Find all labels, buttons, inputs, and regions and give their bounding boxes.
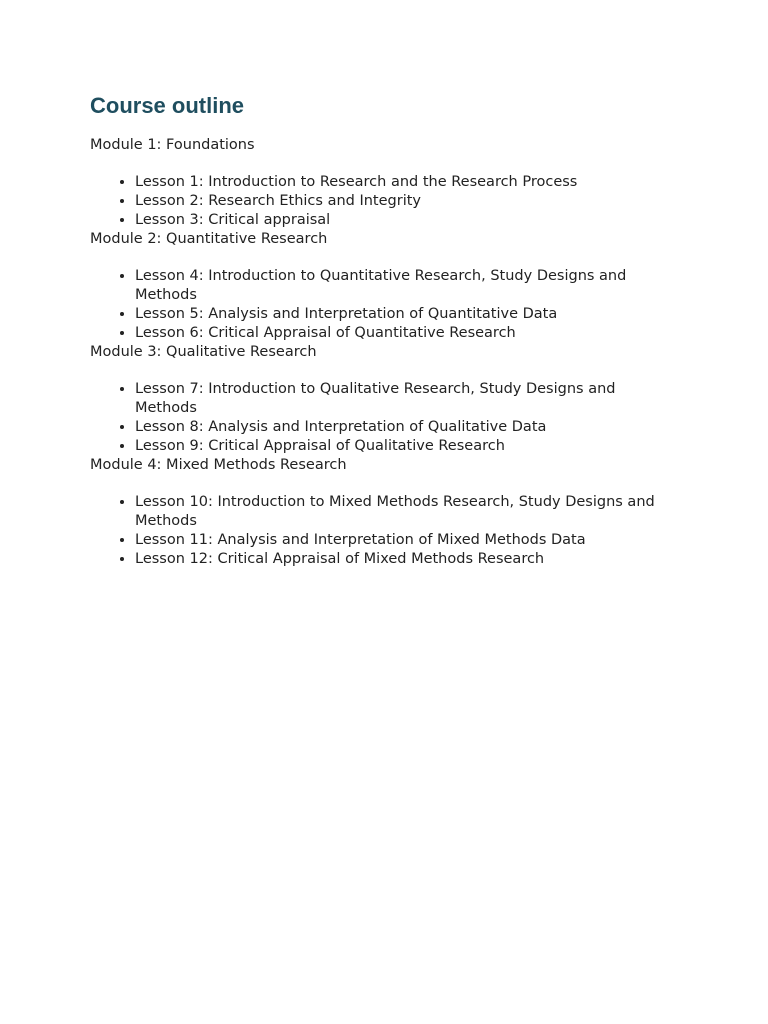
module-title: Module 3: Qualitative Research — [90, 344, 317, 360]
lesson-item: • Lesson 1: Introduction to Research and the Research Process — [135, 173, 670, 192]
lesson-item: • Lesson 7: Introduction to Qualitative Research, Study Designs and Methods — [135, 380, 670, 418]
course-outline-page — [90, 92, 670, 569]
module-2 — [90, 230, 670, 343]
lesson-item: • Lesson 3: Critical appraisal — [135, 211, 670, 230]
module-title: Module 1: Foundations — [90, 137, 255, 153]
lesson-item: • Lesson 12: Critical Appraisal of Mixed Methods Research — [135, 550, 670, 569]
module-title: Module 2: Quantitative Research — [90, 231, 328, 247]
lesson-list — [90, 267, 670, 343]
module-4 — [90, 456, 670, 569]
lesson-item: • Lesson 5: Analysis and Interpretation of Quantitative Data — [135, 305, 670, 324]
lesson-item: • Lesson 11: Analysis and Interpretation of Mixed Methods Data — [135, 531, 670, 550]
lesson-item: • Lesson 2: Research Ethics and Integrity — [135, 192, 670, 211]
page-title: Course outline — [90, 93, 245, 118]
module-3 — [90, 343, 670, 456]
lesson-list — [90, 380, 670, 456]
lesson-list — [90, 493, 670, 569]
lesson-item: • Lesson 8: Analysis and Interpretation of Qualitative Data — [135, 418, 670, 437]
module-1 — [90, 136, 670, 230]
lesson-item: • Lesson 4: Introduction to Quantitative Research, Study Designs and Methods — [135, 267, 670, 305]
lesson-item: • Lesson 6: Critical Appraisal of Quantitative Research — [135, 324, 670, 343]
lesson-list — [90, 173, 670, 230]
lesson-item: • Lesson 10: Introduction to Mixed Methods Research, Study Designs and Methods — [135, 493, 670, 531]
module-title: Module 4: Mixed Methods Research — [90, 457, 347, 473]
lesson-item: • Lesson 9: Critical Appraisal of Qualitative Research — [135, 437, 670, 456]
